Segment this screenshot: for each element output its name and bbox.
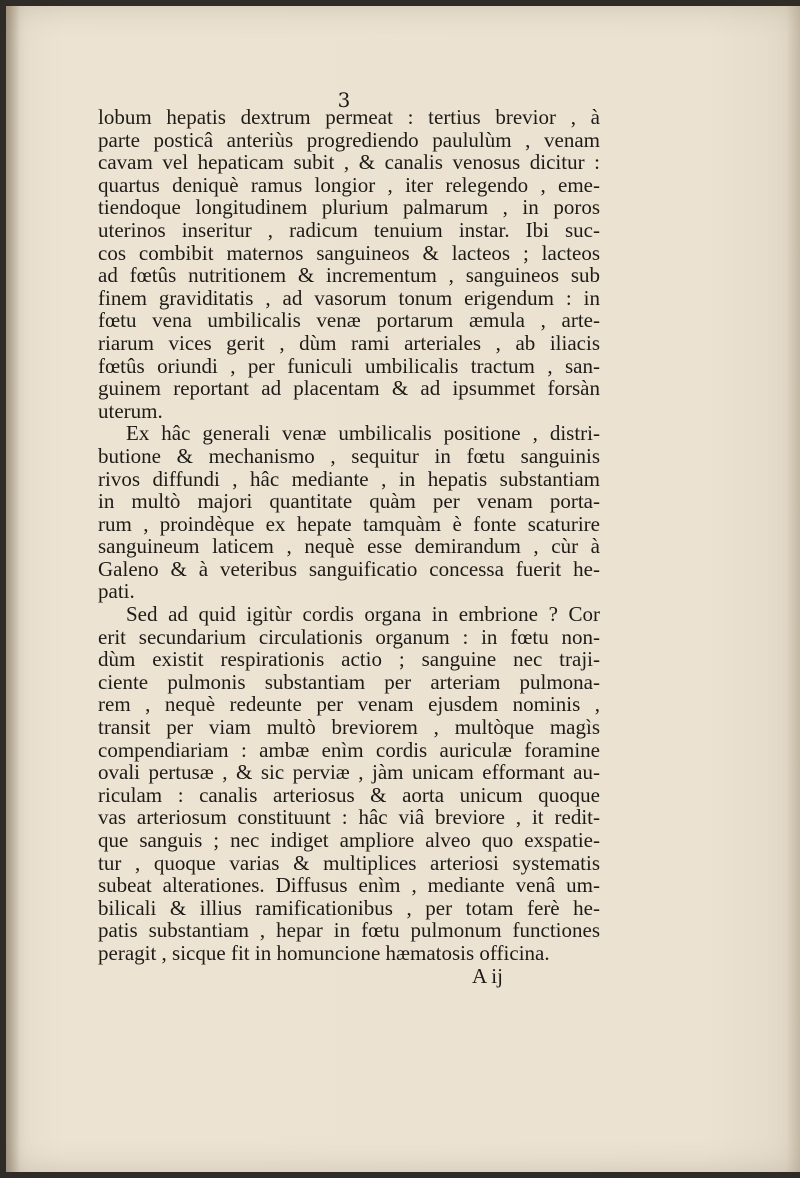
text-line: ad fœtûs nutritionem & incrementum , sanguineos sub: [98, 263, 600, 288]
text-line: subeat alterationes. Diffusus enìm , mediante venâ um-: [98, 873, 600, 898]
page-number: 3: [337, 88, 351, 112]
text-line: ciente pulmonis substantiam per arteriam pulmona-: [98, 669, 600, 694]
text-line: transit per viam multò breviorem , multòque magìs: [98, 715, 600, 740]
text-line: peragit , sicque fit in homuncione hæmatosis officina.: [98, 940, 550, 965]
text-line: rum , proindèque ex hepate tamquàm è fonte scaturire: [98, 511, 600, 536]
text-line: butione & mechanismo , sequitur in fœtu sanguinis: [98, 443, 600, 468]
text-line: fœtu vena umbilicalis venæ portarum æmula , arte-: [98, 308, 600, 333]
text-line: vas arteriosum constituunt : hâc viâ breviore , it redit-: [98, 805, 600, 830]
text-line: riculam : canalis arteriosus & aorta unicum quoque: [98, 782, 600, 807]
body-text: [98, 106, 600, 965]
text-line: quartus deniquè ramus longior , iter relegendo , eme-: [98, 172, 600, 197]
text-line: compendiariam : ambæ enìm cordis auriculæ foramine: [98, 737, 600, 762]
text-line: rem , nequè redeunte per venam ejusdem nominis ,: [98, 692, 600, 717]
text-line: Galeno & à veteribus sanguificatio concessa fuerit he-: [98, 556, 600, 581]
text-line: dùm existit respirationis actio ; sanguine nec traji-: [98, 647, 600, 672]
text-line: uterum.: [98, 398, 163, 423]
text-line: fœtûs oriundi , per funiculi umbilicalis tractum , san-: [98, 353, 600, 378]
book-page: [6, 6, 800, 1172]
text-line: ovali pertusæ , & sic perviæ , jàm unicam efformant au-: [98, 760, 600, 785]
text-line: que sanguis ; nec indiget ampliore alveo quo exspatie-: [98, 828, 600, 852]
text-line: bilicali & illius ramificationibus , per totam ferè he-: [98, 895, 600, 920]
text-line: Ex hâc generali venæ umbilicalis positione , distri-: [126, 421, 600, 446]
text-line: in multò majori quantitate quàm per venam porta-: [98, 489, 600, 514]
text-line: riarum vices gerit , dùm rami arteriales , ab iliacis: [98, 330, 600, 355]
text-line: guinem reportant ad placentam & ad ipsummet forsàn: [98, 376, 600, 401]
text-line: Sed ad quid igitùr cordis organa in embrione ? Cor: [126, 602, 600, 627]
text-line: cavam vel hepaticam subit , & canalis venosus dicitur :: [98, 150, 600, 175]
text-line: uterinos inseritur , radicum tenuium instar. Ibi suc-: [98, 217, 600, 242]
signature-mark: A ij: [472, 964, 503, 988]
text-line: tur , quoque varias & multiplices arteriosi systematis: [98, 850, 600, 875]
text-line: parte posticâ anteriùs progrediendo paululùm , venam: [98, 127, 600, 152]
text-line: finem graviditatis , ad vasorum tonum erigendum : in: [98, 285, 600, 310]
text-line: cos combibit maternos sanguineos & lacteos ; lacteos: [98, 240, 600, 265]
text-line: rivos diffundi , hâc mediante , in hepatis substantiam: [98, 466, 600, 491]
text-line: lobum hepatis dextrum permeat : tertius brevior , à: [98, 105, 600, 129]
text-line: tiendoque longitudinem plurium palmarum , in poros: [98, 195, 600, 220]
text-line: sanguineum laticem , nequè esse demirandum , cùr à: [98, 534, 600, 559]
text-line: pati.: [98, 579, 135, 604]
text-line: erit secundarium circulationis organum : in fœtu non-: [98, 624, 600, 649]
text-line: patis substantiam , hepar in fœtu pulmonum functiones: [98, 918, 600, 943]
